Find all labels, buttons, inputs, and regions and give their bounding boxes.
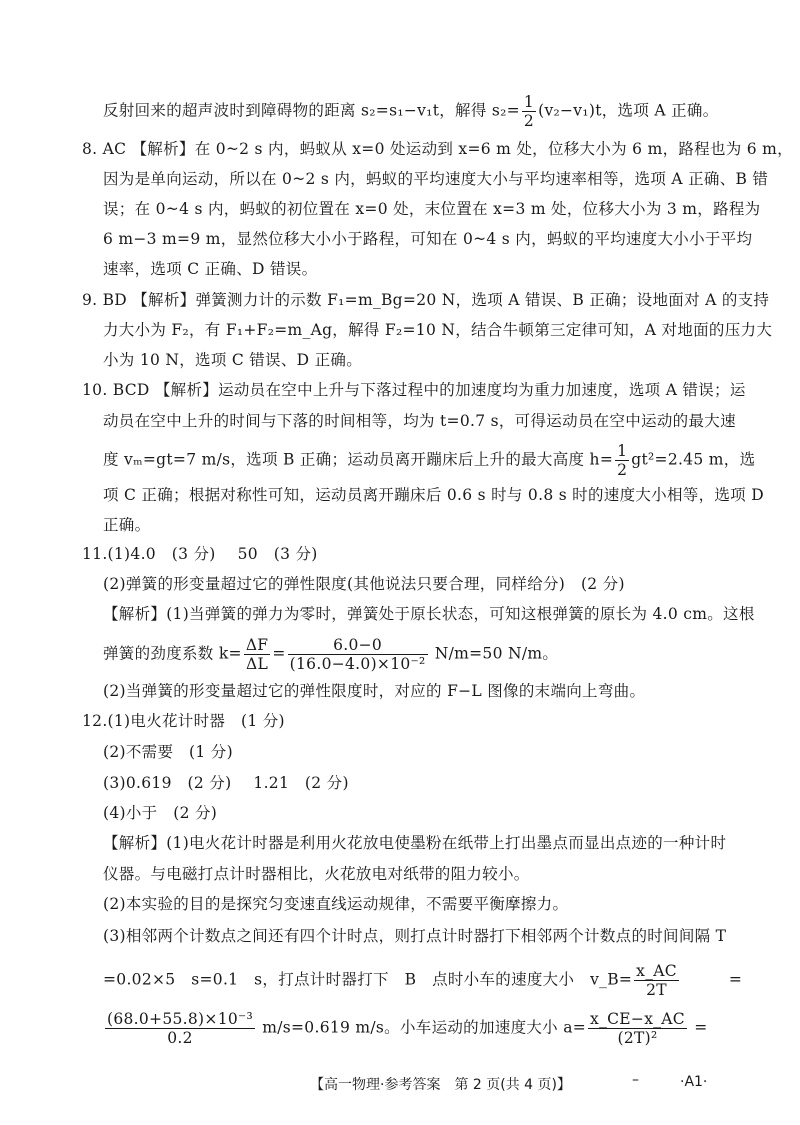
line-text: 11.(1)4.0 (3 分) bbox=[82, 545, 216, 563]
page-footer bbox=[0, 1070, 800, 1098]
denominator: 0.2 bbox=[167, 1029, 193, 1047]
line-text: 反射回来的超声波时到障碍物的距离 s₂=s₁−v₁t，解得 s₂= bbox=[103, 101, 520, 120]
text-line: 6 m−3 m=9 m，显然位移大小小于路程，可知在 0~4 s 内，蚂蚁的平均速度大小小于平均 bbox=[103, 230, 753, 248]
line-text: N/m=50 N/m。 bbox=[434, 644, 559, 663]
line-text: 50 (3 分) bbox=[237, 545, 318, 563]
text-line: 【解析】(1)电火花计时器是利用火花放电使墨粉在纸带上打出墨点而显出点迹的一种计时 bbox=[103, 834, 727, 852]
numerator: x_AC bbox=[636, 962, 677, 980]
numerator: x_CE−x_AC bbox=[590, 1010, 685, 1028]
numerator: ΔF bbox=[245, 636, 269, 654]
text-line bbox=[103, 1010, 707, 1047]
line-text: =0.02×5 s=0.1 s，打点计时器打下 B 点时小车的速度大小 v_B= bbox=[103, 970, 633, 989]
numerator: (68.0+55.8)×10⁻³ bbox=[107, 1010, 254, 1028]
footer-dash: – bbox=[632, 1072, 639, 1088]
text-line: (2)弹簧的形变量超过它的弹性限度(其他说法只要合理，同样给分) (2 分) bbox=[103, 575, 625, 593]
line-text: gt²=2.45 m，选 bbox=[631, 450, 756, 469]
text-line: 仪器。与电磁打点计时器相比，火花放电对纸带的阻力较小。 bbox=[103, 865, 530, 883]
text-line: (4)小于 (2 分) bbox=[103, 804, 218, 822]
fraction bbox=[615, 442, 629, 479]
line-text: 1.21 (2 分) bbox=[253, 774, 349, 792]
text-line: (3)相邻两个计数点之间还有四个计时点，则打点计时器打下相邻两个计数点的时间间隔 T bbox=[103, 927, 727, 945]
numerator: 6.0−0 bbox=[288, 636, 428, 655]
numerator: 1 bbox=[523, 93, 535, 111]
denominator: 2 bbox=[617, 461, 628, 479]
line-text: (3)0.619 (2 分) bbox=[103, 774, 232, 792]
line-text: (v₂−v₁)t，选项 A 正确。 bbox=[538, 101, 719, 120]
fraction bbox=[244, 636, 271, 673]
text-line: 速率，选项 C 正确、D 错误。 bbox=[103, 260, 318, 278]
text-line: 【解析】(1)当弹簧的弹力为零时，弹簧处于原长状态，可知这根弹簧的原长为 4.0 cm。这根 bbox=[103, 605, 755, 623]
line-text: m/s=0.619 m/s。小车运动的加速度大小 a= bbox=[262, 1018, 587, 1037]
text-line: (2)不需要 (1 分) bbox=[103, 743, 233, 761]
text-line: 动员在空中上升的时间与下落的时间相等，均为 t=0.7 s，可得运动员在空中运动的最大速 bbox=[103, 412, 736, 430]
denominator: 2T bbox=[646, 981, 667, 999]
denominator: 2 bbox=[523, 112, 535, 130]
fraction bbox=[105, 1010, 255, 1047]
answer-9-line: 9. BD 【解析】弹簧测力计的示数 F₁=m_Bg=20 N，选项 A 错误、B 正确；设地面对 A 的支持 bbox=[82, 291, 770, 309]
text-line: 项 C 正确；根据对称性可知，运动员离开蹦床后 0.6 s 时与 0.8 s 时的速度大小相等，选项 D bbox=[103, 486, 764, 504]
text-line: (2)本实验的目的是探究匀变速直线运动规律，不需要平衡摩擦力。 bbox=[103, 895, 569, 913]
text-line: 力大小为 F₂，有 F₁+F₂=m_Ag，解得 F₂=10 N，结合牛顿第三定律可知，A 对地面的压力大 bbox=[103, 321, 773, 339]
answer-10-line: 10. BCD 【解析】运动员在空中上升与下落过程中的加速度均为重力加速度，选项 A 错误；运 bbox=[82, 381, 746, 399]
text-line: 正确。 bbox=[103, 516, 151, 534]
footer-code: ·A1· bbox=[680, 1074, 708, 1090]
denominator: (16.0−4.0)×10⁻² bbox=[289, 655, 426, 673]
denominator: ΔL bbox=[246, 655, 269, 673]
line-text: = bbox=[272, 644, 286, 663]
footer-title: 【高一物理·参考答案 第 2 页(共 4 页)】 bbox=[310, 1077, 571, 1093]
line-text: 弹簧的劲度系数 k= bbox=[103, 644, 242, 663]
answer-12-line: 12.(1)电火花计时器 (1 分) bbox=[82, 712, 285, 730]
text-line bbox=[103, 442, 755, 479]
text-line: 小为 10 N，选项 C 错误、D 正确。 bbox=[103, 351, 363, 369]
fraction bbox=[288, 636, 428, 673]
text-line: (2)当弹簧的形变量超过它的弹性限度时，对应的 F−L 图像的末端向上弯曲。 bbox=[103, 682, 646, 700]
numerator: 1 bbox=[617, 442, 628, 460]
fraction bbox=[588, 1010, 687, 1047]
text-line: 因为是单向运动，所以在 0~2 s 内，蚂蚁的平均速度大小与平均速率相等，选项 A 正确、B 错 bbox=[103, 170, 769, 188]
line-text: = bbox=[694, 1018, 708, 1037]
fraction bbox=[634, 962, 679, 999]
text-line bbox=[103, 771, 349, 795]
denominator: (2T)² bbox=[617, 1029, 658, 1047]
text-line: 误；在 0~4 s 内，蚂蚁的初位置在 x=0 处，末位置在 x=3 m 处，位移大小为 3 m，路程为 bbox=[103, 200, 761, 218]
line-text: = bbox=[728, 970, 743, 989]
text-line bbox=[103, 93, 719, 130]
answer-11-line bbox=[82, 542, 318, 566]
answer-8-line: 8. AC 【解析】在 0~2 s 内，蚂蚁从 x=0 处运动到 x=6 m 处，位移大小为 6 m，路程也为 6 m， bbox=[82, 140, 793, 158]
text-line bbox=[103, 636, 558, 673]
line-text: 度 vₘ=gt=7 m/s，选项 B 正确；运动员离开蹦床后上升的最大高度 h= bbox=[103, 450, 614, 469]
text-line bbox=[103, 962, 742, 999]
fraction bbox=[522, 93, 536, 130]
